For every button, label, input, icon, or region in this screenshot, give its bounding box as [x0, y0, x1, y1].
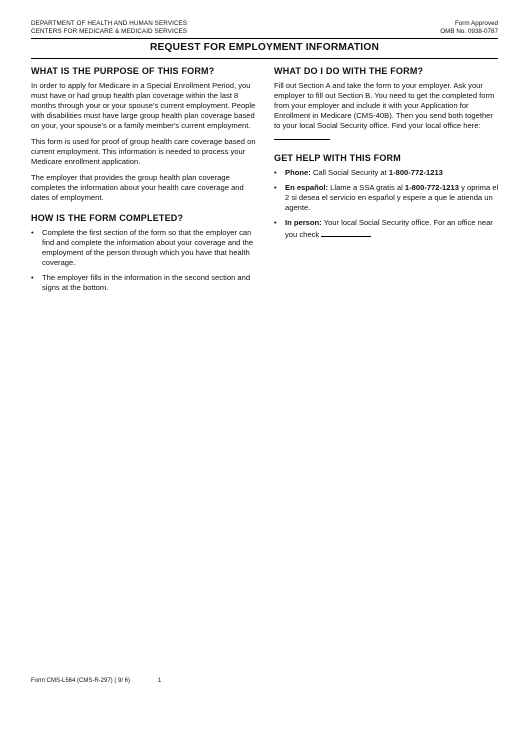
form-title: REQUEST FOR EMPLOYMENT INFORMATION	[149, 42, 380, 53]
title-top-rule	[31, 38, 498, 39]
office-check-blank	[321, 228, 371, 237]
bullet-icon: •	[31, 228, 34, 237]
what-to-do-heading: WHAT DO I DO WITH THE FORM?	[274, 66, 424, 76]
what-to-do-paragraph	[274, 81, 500, 143]
agency-header	[31, 20, 187, 36]
left-column	[31, 66, 259, 298]
purpose-heading: WHAT IS THE PURPOSE OF THIS FORM?	[31, 66, 215, 76]
help-list	[274, 168, 500, 240]
espanol-text-2: y oprima el 2 si desea el servicio en español y espere a que le atienda un agente.	[285, 183, 499, 212]
footer	[31, 678, 161, 684]
list-item	[31, 228, 259, 268]
agency-line-2: CENTERS FOR MEDICARE & MEDICAID SERVICES	[31, 28, 188, 35]
list-item	[31, 273, 259, 293]
list-item-text: The employer fills in the information in the second section and signs at the bottom.	[42, 273, 251, 292]
local-office-blank	[274, 131, 330, 140]
purpose-paragraph-3: The employer that provides the group health plan coverage completes the information about your health care coverage and dates of employment.	[31, 173, 244, 202]
bullet-icon: •	[274, 168, 277, 177]
bullet-icon: •	[274, 183, 277, 192]
in-person-label: In person:	[285, 218, 322, 227]
help-item-phone	[274, 168, 500, 178]
espanol-number: 1-800-772-1213	[404, 183, 459, 192]
omb-approval	[440, 20, 498, 36]
form-approved-label: Form Approved	[454, 20, 498, 27]
what-to-do-text: Fill out Section A and take the form to your employer. Ask your employer to fill out Section B. You need to get the completed form from your employer and include it with your Application for Enrollment in Medicare (CMS-40B). Then you send both together to your local Social Security office. Find your local office here:	[274, 81, 495, 130]
form-identifier: Form CMS-L564 (CMS-R-297) ( 9/ 6)	[31, 678, 131, 684]
espanol-label: En español:	[285, 183, 329, 192]
purpose-paragraph-1: In order to apply for Medicare in a Special Enrollment Period, you must have or had group health plan coverage within the last 8 months through your or your spouse's current employment. People with disabilities must have large group health plan coverage based on your, your spouse's or a family member's current employment.	[31, 81, 256, 130]
bullet-icon: •	[31, 273, 34, 282]
list-item-text: Complete the first section of the form so that the employer can find and complete the information about your coverage and the employment of the person through which you have that health coverage.	[42, 228, 254, 267]
bullet-icon: •	[274, 218, 277, 227]
phone-text: Call Social Security at	[312, 168, 387, 177]
right-column	[274, 66, 500, 245]
completed-list	[31, 228, 259, 293]
in-person-text: Your local Social Security office. For an office near you check	[285, 218, 493, 239]
purpose-paragraph-2: This form is used for proof of group health care coverage based on current employment. This information is needed to process your Medicare enrollment application.	[31, 137, 256, 166]
omb-number: OMB No. 0938-0787	[440, 28, 498, 35]
help-item-in-person	[274, 218, 500, 240]
page-number: 1	[158, 678, 162, 684]
espanol-text-1: Llame a SSA gratis al	[330, 183, 403, 192]
phone-number: 1-800-772-1213	[388, 168, 443, 177]
title-bottom-rule	[31, 58, 498, 59]
agency-line-1: DEPARTMENT OF HEALTH AND HUMAN SERVICES	[31, 20, 188, 27]
completed-heading: HOW IS THE FORM COMPLETED?	[31, 213, 184, 223]
phone-label: Phone:	[285, 168, 311, 177]
help-heading: GET HELP WITH THIS FORM	[274, 153, 401, 163]
help-item-espanol	[274, 183, 500, 213]
